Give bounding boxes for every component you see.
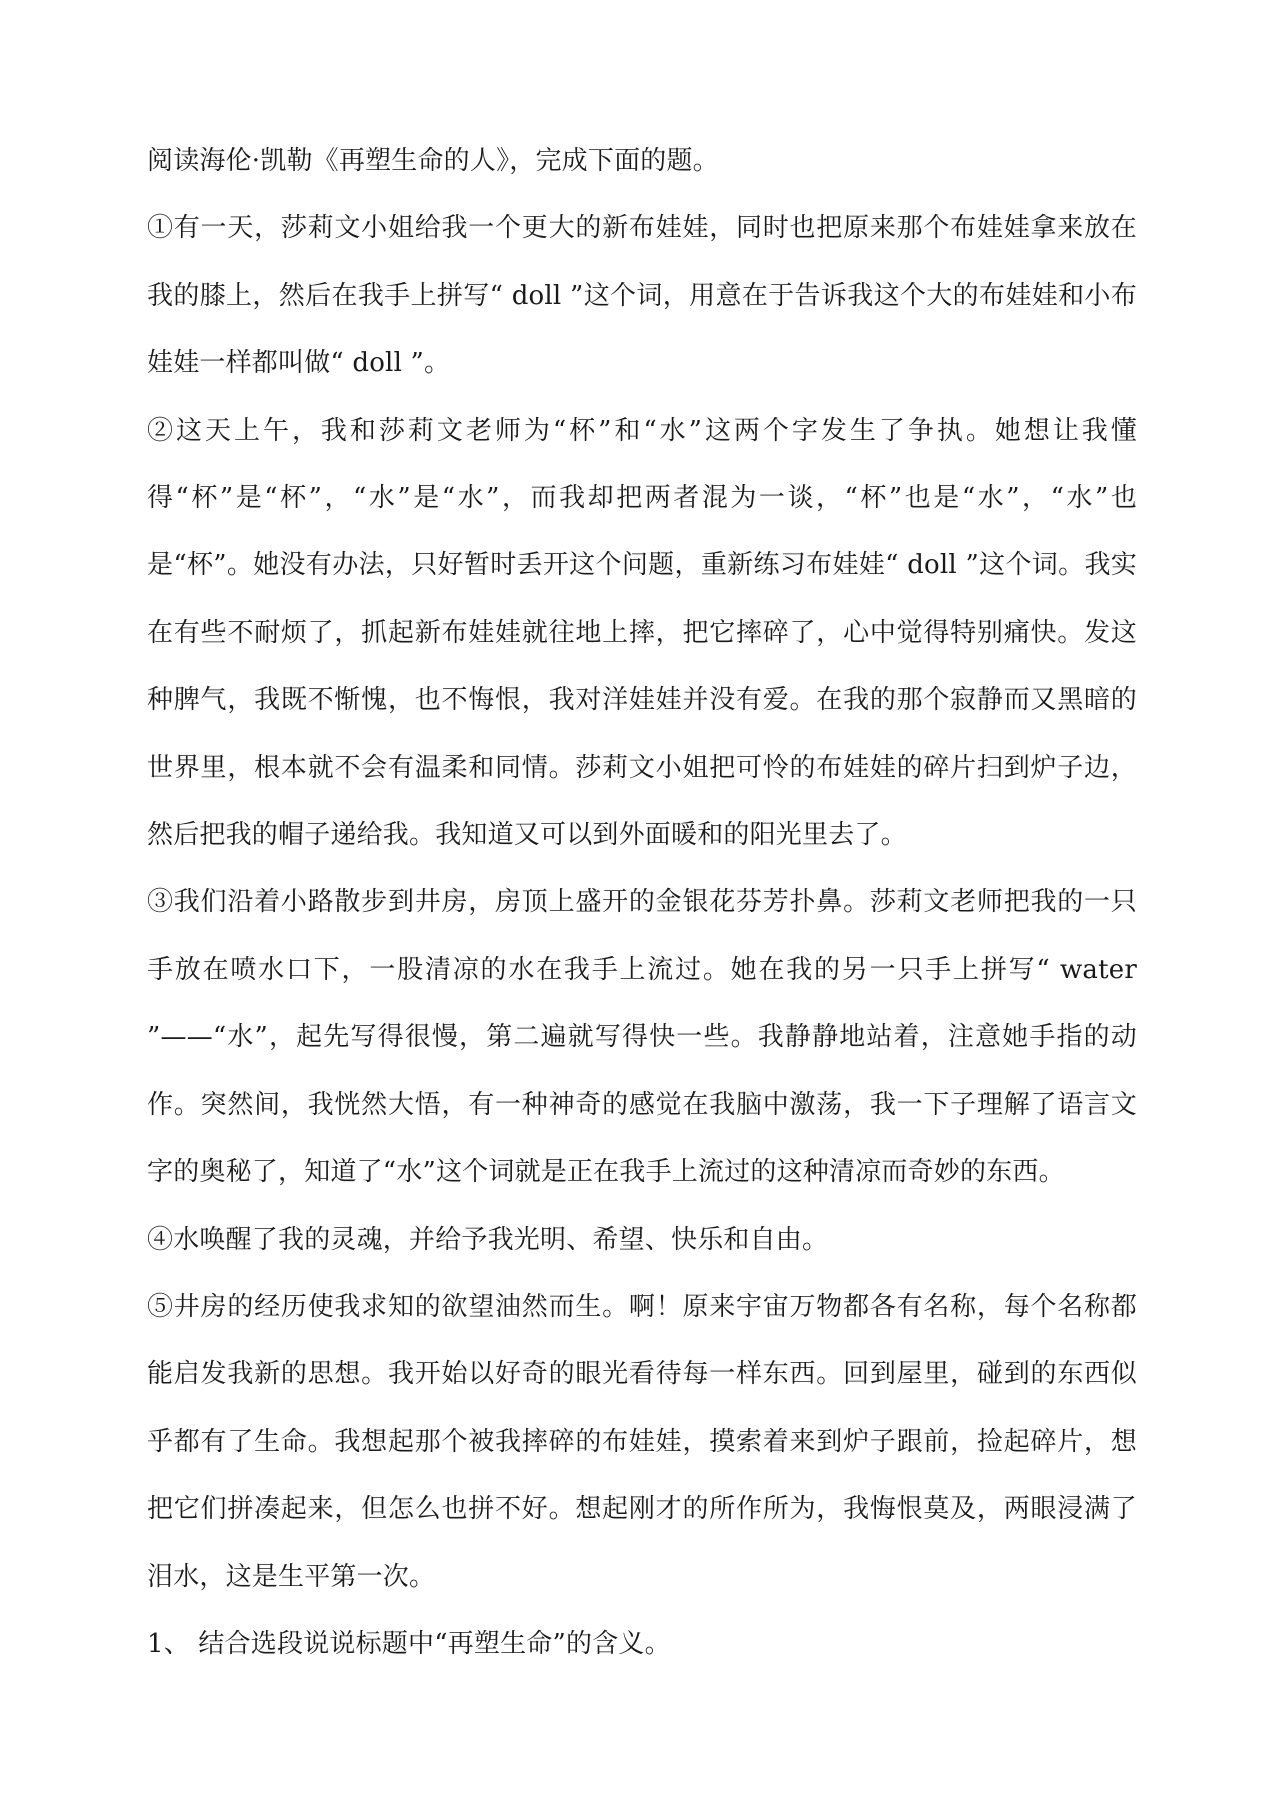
reading-instruction: 阅读海伦·凯勒《再塑生命的人》，完成下面的题。 bbox=[147, 146, 719, 176]
paragraph-1: ①有一天，莎莉文小姐给我一个更大的新布娃娃，同时也把原来那个布娃娃拿来放在我的膝上，然后在我手上拼写“ doll ”这个词，用意在于告诉我这个大的布娃娃和小布娃娃一样都叫做“ doll ”。 bbox=[147, 213, 1137, 379]
document-body bbox=[147, 128, 1137, 1678]
paragraph-2: ②这天上午，我和莎莉文老师为“杯”和“水”这两个字发生了争执。她想让我懂得“杯”是“杯”，“水”是“水”，而我却把两者混为一谈，“杯”也是“水”，“水”也是“杯”。她没有办法，只好暂时丢开这个问题，重新练习布娃娃“ doll ”这个词。我实在有些不耐烦了，抓起新布娃娃就往地上摔，把它摔碎了，心中觉得特别痛快。发这种脾气，我既不惭愧，也不悔恨，我对洋娃娃并没有爱。在我的那个寂静而又黑暗的世界里，根本就不会有温柔和同情。莎莉文小姐把可怜的布娃娃的碎片扫到炉子边，然后把我的帽子递给我。我知道又可以到外面暖和的阳光里去了。 bbox=[147, 415, 1137, 851]
paragraph-4: ④水唤醒了我的灵魂，并给予我光明、希望、快乐和自由。 bbox=[147, 1224, 829, 1255]
question-1: 1、 结合选段说说标题中“再塑生命”的含义。 bbox=[147, 1628, 671, 1659]
paragraph-5: ⑤井房的经历使我求知的欲望油然而生。啊！原来宇宙万物都各有名称，每个名称都能启发我新的思想。我开始以好奇的眼光看待每一样东西。回到屋里，碰到的东西似乎都有了生命。我想起那个被我摔碎的布娃娃，摸索着来到炉子跟前，捡起碎片，想把它们拼凑起来，但怎么也拼不好。想起刚才的所作所为，我悔恨莫及，两眼浸满了泪水，这是生平第一次。 bbox=[147, 1291, 1137, 1592]
paragraph-3: ③我们沿着小路散步到井房，房顶上盛开的金银花芬芳扑鼻。莎莉文老师把我的一只手放在喷水口下，一股清凉的水在我手上流过。她在我的另一只手上拼写“ water ”——“水”，起先写得很慢，第二遍就写得快一些。我静静地站着，注意她手指的动作。突然间，我恍然大悟，有一种神奇的感觉在我脑中激荡，我一下子理解了语言文字的奥秘了，知道了“水”这个词就是正在我手上流过的这种清凉而奇妙的东西。 bbox=[147, 887, 1137, 1188]
